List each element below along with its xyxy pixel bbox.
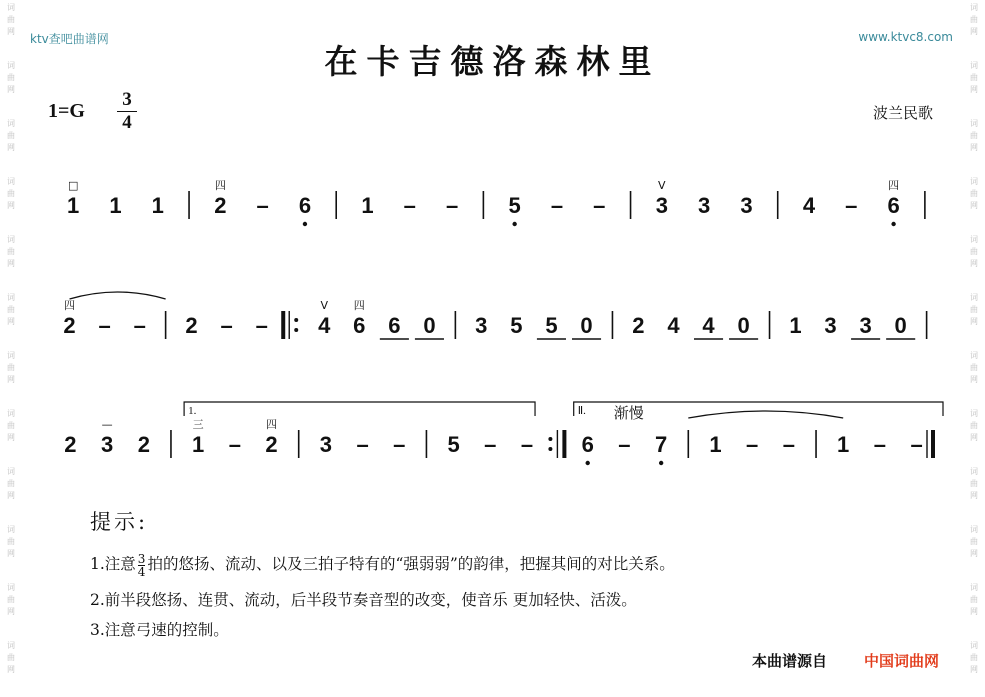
note: 3 (100, 432, 114, 457)
watermark-text: 词 曲 网 (7, 177, 15, 210)
octave-dot (891, 222, 895, 226)
note: 0 (580, 313, 593, 338)
note: 4 (667, 313, 680, 338)
note: 5 (447, 432, 460, 457)
note: 3 (824, 313, 837, 338)
octave-dot (303, 222, 307, 226)
watermark-text: 词 曲 网 (7, 583, 15, 616)
tip-line-1-start: 1.注意 (90, 555, 136, 573)
note: 5 (510, 313, 523, 338)
fingering-mark: 四 (353, 299, 365, 312)
note: – (593, 193, 606, 218)
tip-fraction-bottom: 4 (137, 564, 146, 579)
watermark-text: 词 曲 网 (970, 525, 978, 558)
watermark-text: 词 曲 网 (970, 641, 978, 674)
fingering-mark: 三 (192, 418, 204, 431)
watermark-text: 词 曲 网 (7, 119, 15, 152)
note: 3 (319, 432, 332, 457)
note: – (393, 432, 406, 457)
note: 3 (698, 193, 711, 218)
watermark-text: 词 曲 网 (970, 351, 978, 384)
note: – (403, 193, 416, 218)
volta-bracket (184, 402, 535, 416)
note: 4 (318, 313, 331, 338)
note: 1 (109, 193, 122, 218)
watermark-text: 词 曲 网 (970, 177, 978, 210)
tip-line-1 (90, 552, 675, 578)
site-url-right: www.ktvc8.com (858, 30, 953, 44)
tempo-marking: 渐慢 (613, 404, 644, 422)
watermark-text: 词 曲 网 (7, 293, 15, 326)
note: – (845, 193, 858, 218)
watermark-text: 词 曲 网 (970, 409, 978, 442)
note: 2 (63, 313, 76, 338)
repeat-end-thick (562, 430, 566, 458)
note: 3 (655, 193, 668, 218)
note: – (910, 432, 923, 457)
note: 4 (802, 193, 816, 218)
note: 2 (632, 313, 645, 338)
note: 7 (655, 432, 668, 457)
repeat-dot (548, 437, 552, 441)
note: – (220, 313, 233, 338)
repeat-dot (294, 328, 298, 332)
volta-label: 1. (188, 405, 197, 417)
note: – (782, 432, 796, 457)
note: – (255, 313, 268, 338)
source-site-link[interactable]: 中国词曲网 (864, 652, 940, 670)
watermark-text: 词 曲 网 (7, 351, 15, 384)
note: 3 (859, 313, 872, 338)
slur-arc (688, 411, 843, 418)
note: – (356, 432, 369, 457)
note: – (746, 432, 759, 457)
watermark-text: 词 曲 网 (7, 409, 15, 442)
octave-dot (586, 461, 590, 465)
note: – (550, 193, 564, 218)
note: 1 (191, 432, 205, 457)
song-origin: 波兰民歌 (872, 104, 933, 122)
note: 1 (151, 193, 164, 218)
fingering-mark: — (101, 418, 113, 431)
note: 2 (64, 432, 77, 457)
fingering-mark: V (658, 179, 666, 192)
fingering-mark: 四 (888, 179, 900, 192)
note: – (133, 313, 146, 338)
note: 0 (423, 313, 436, 338)
site-name-left: ktv查吧曲谱网 (30, 32, 109, 46)
note: 6 (298, 193, 312, 218)
note: – (618, 432, 631, 457)
tip-line-2: 2.前半段悠扬、连贯、流动，后半段节奏音型的改变，使音乐 更加轻快、活泼。 (90, 591, 637, 609)
slur-arc (70, 292, 166, 299)
watermark-text: 词 曲 网 (970, 583, 978, 616)
volta-label: Ⅱ. (577, 405, 586, 417)
note: – (520, 432, 534, 457)
fingering-mark: □ (67, 179, 79, 192)
watermark-text: 词 曲 网 (970, 3, 978, 36)
octave-dot (512, 222, 516, 226)
watermark-text: 词 曲 网 (970, 467, 978, 500)
note: 1 (709, 432, 722, 457)
repeat-dot (294, 318, 298, 322)
time-signature-top: 3 (122, 89, 132, 110)
tip-line-3: 3.注意弓速的控制。 (90, 621, 229, 639)
note: – (873, 432, 887, 457)
note: 3 (740, 193, 753, 218)
note: – (98, 313, 111, 338)
note: – (445, 193, 459, 218)
note: 1 (837, 432, 850, 457)
source-credit: 本曲谱源自 (752, 652, 828, 670)
note: 2 (265, 432, 278, 457)
watermark-text: 词 曲 网 (970, 293, 978, 326)
note: 6 (353, 313, 366, 338)
song-title: 在卡吉德洛森林里 (324, 42, 661, 81)
note: 4 (702, 313, 715, 338)
fingering-mark: V (320, 299, 328, 312)
tip-fraction-top: 3 (137, 551, 146, 566)
watermark-text: 词 曲 网 (7, 235, 15, 268)
note: 0 (894, 313, 907, 338)
watermark-text: 词 曲 网 (7, 3, 15, 36)
note: 1 (789, 313, 802, 338)
note: 0 (737, 313, 750, 338)
watermark-text: 词 曲 网 (970, 61, 978, 94)
note: – (484, 432, 497, 457)
watermark-text: 词 曲 网 (970, 119, 978, 152)
octave-dot (659, 461, 663, 465)
repeat-start-thick (281, 311, 285, 339)
note: 2 (214, 193, 227, 218)
note: 2 (185, 313, 198, 338)
note: 1 (67, 193, 80, 218)
note: – (228, 432, 241, 457)
note: 3 (475, 313, 488, 338)
watermark-text: 词 曲 网 (970, 235, 978, 268)
final-thick-bar (931, 430, 935, 458)
note: 5 (545, 313, 558, 338)
time-signature-bottom: 4 (122, 112, 132, 133)
note: 2 (137, 432, 150, 457)
watermark-text: 词 曲 网 (7, 61, 15, 94)
fingering-mark: 四 (64, 299, 76, 312)
watermark-text: 词 曲 网 (7, 467, 15, 500)
tip-line-1-end: 拍的悠扬、流动、以及三拍子特有的“强弱弱”的韵律，把握其间的对比关系。 (147, 555, 675, 573)
note: 6 (388, 313, 401, 338)
note: 1 (361, 193, 374, 218)
key-signature: 1=G (48, 100, 85, 122)
watermark-text: 词 曲 网 (7, 525, 15, 558)
note: – (256, 193, 269, 218)
fingering-mark: 四 (214, 179, 226, 192)
fingering-mark: 四 (266, 418, 278, 431)
watermark-text: 词 曲 网 (7, 641, 15, 674)
repeat-dot (548, 447, 552, 451)
tip-fraction (138, 553, 146, 578)
note: 6 (887, 193, 900, 218)
note: 6 (581, 432, 594, 457)
note: 5 (508, 193, 521, 218)
tips-title: 提示: (90, 510, 149, 534)
